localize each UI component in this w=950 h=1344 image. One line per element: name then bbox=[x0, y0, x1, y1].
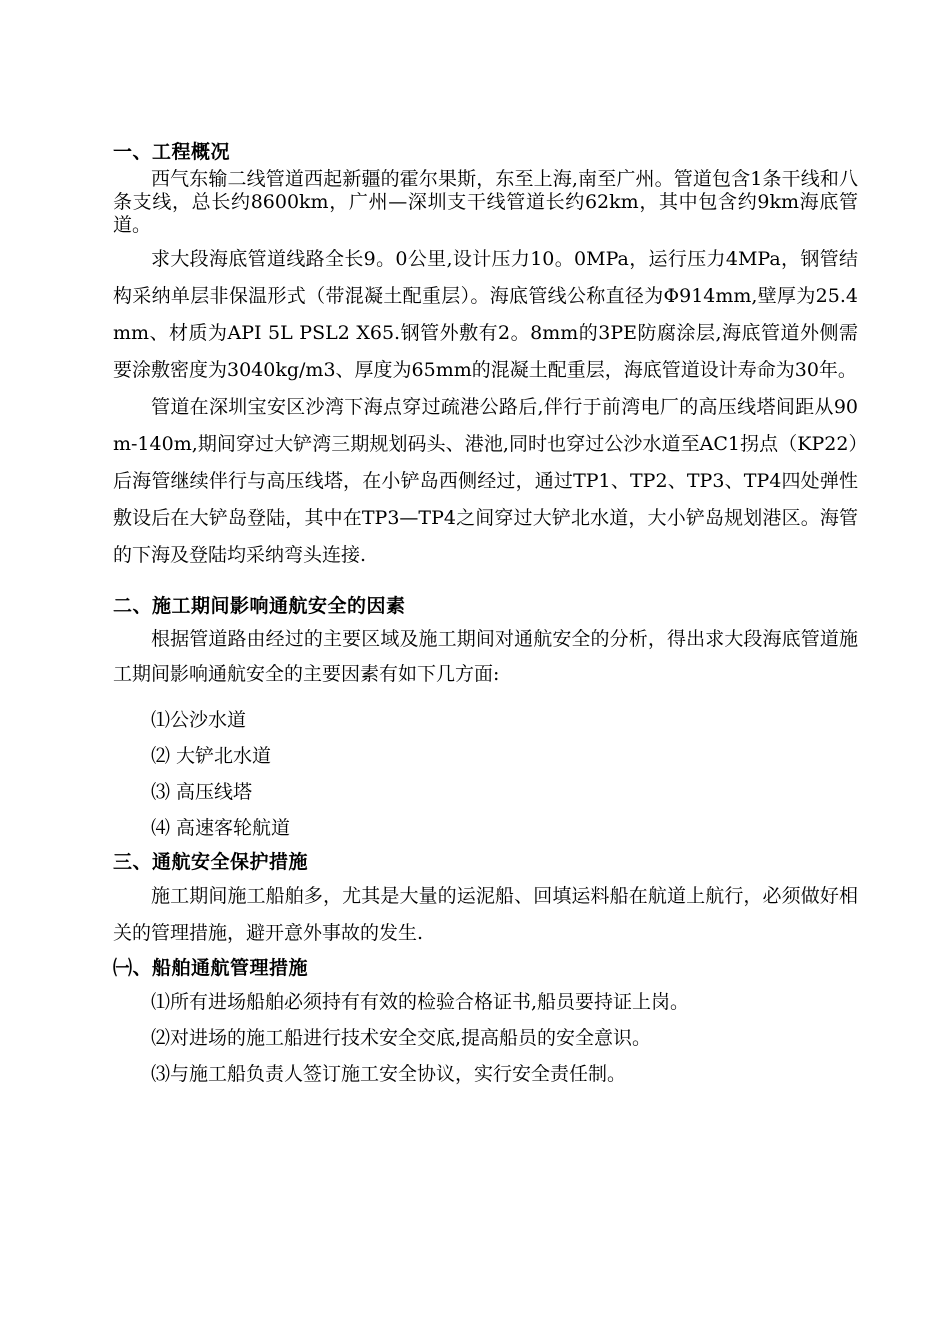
paragraph-pipeline-path: 管道在深圳宝安区沙湾下海点穿过疏港公路后,伴行于前湾电厂的高压线塔间距从90m-140m,期间穿过大铲湾三期规划码头、港池,同时也穿过公沙水道至AC1拐点（KP22）后海管继续伴行与高压线塔，在小铲岛西侧经过，通过TP1、TP2、TP3、TP4四处弹性敷设后在大铲岛登陆，其中在TP3—TP4之间穿过大铲北水道，大小铲岛规划港区。海管的下海及登陆均采纳弯头连接. bbox=[113, 396, 858, 566]
paragraph-safety-measures-intro: 施工期间施工船舶多，尤其是大量的运泥船、回填运料船在航道上航行，必须做好相关的管理措施，避开意外事故的发生. bbox=[113, 885, 858, 944]
list-item-measure: ⑶与施工船负责人签订施工安全协议，实行安全责任制。 bbox=[151, 1063, 627, 1085]
list-item-factor: ⑴公沙水道 bbox=[151, 709, 247, 731]
paragraph-pipeline-route: 西气东输二线管道西起新疆的霍尔果斯，东至上海,南至广州。管道包含1条干线和八条支线，总长约8600km，广州—深圳支干线管道长约62km，其中包含约9km海底管道。 bbox=[113, 168, 858, 236]
list-item-measure: ⑴所有进场船舶必须持有有效的检验合格证书,船员要持证上岗。 bbox=[151, 991, 690, 1013]
paragraph-pipeline-specs: 求大段海底管道线路全长9。0公里,设计压力10。0MPa，运行压力4MPa，钢管结构采纳单层非保温形式（带混凝土配重层）。海底管线公称直径为Φ914mm,壁厚为25.4mm、材质为API 5L PSL2 X65.钢管外敷有2。8mm的3PE防腐涂层,海底管道外侧需要涂敷密度为3040kg/m3、厚度为65mm的混凝土配重层，海底管道设计寿命为30年。 bbox=[113, 248, 858, 381]
paragraph-safety-factors-intro: 根据管道路由经过的主要区域及施工期间对通航安全的分析，得出求大段海底管道施工期间影响通航安全的主要因素有如下几方面: bbox=[113, 628, 858, 685]
list-item-factor: ⑷ 高速客轮航道 bbox=[151, 817, 291, 839]
section-heading-safety-factors: 二、施工期间影响通航安全的因素 bbox=[113, 595, 406, 617]
section-heading-safety-measures: 三、通航安全保护措施 bbox=[113, 851, 309, 873]
subsection-heading-ship-management: ㈠、船舶通航管理措施 bbox=[113, 957, 309, 979]
list-item-factor: ⑶ 高压线塔 bbox=[151, 781, 253, 803]
section-heading-overview: 一、工程概况 bbox=[113, 141, 231, 163]
list-item-measure: ⑵对进场的施工船进行技术安全交底,提高船员的安全意识。 bbox=[151, 1027, 652, 1049]
document-body bbox=[113, 136, 858, 1092]
list-item-factor: ⑵ 大铲北水道 bbox=[151, 745, 272, 767]
